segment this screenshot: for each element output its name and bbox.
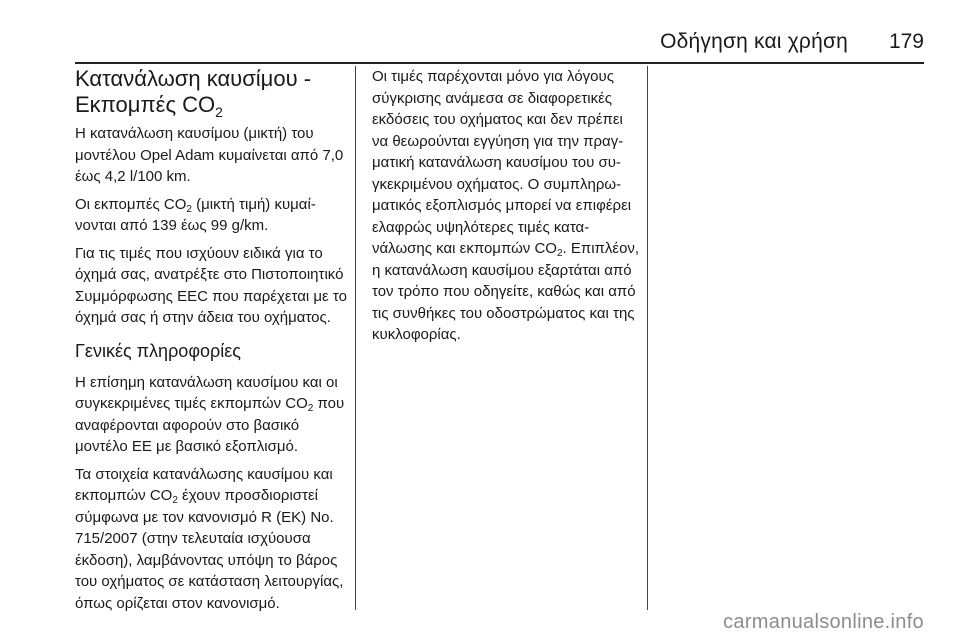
page-number: 179 [888,30,924,53]
column-divider-right [647,66,648,610]
running-header-title: Οδήγηση και χρήση [660,30,848,53]
column-1 [75,66,349,620]
column-divider-left [355,66,356,610]
column-2 [372,66,640,352]
section-heading-line2: Εκπομπές CO [75,92,216,117]
section-heading [75,66,349,118]
paragraph-consumption-range: Η κατανάλωση καυσίμου (μικτή) του μοντέλου Opel Adam κυμαίνεται από 7,0 έως 4,2 l/100 km. [75,125,344,185]
paragraph-comparison-disclaimer: Οι τιμές παρέχονται μόνο για λόγους σύγκρισης ανάμεσα σε διαφορετικές εκδόσεις του οχήματος και δεν πρέπει να θεωρούνται εγγύηση για την πραγματική κατανάλωση καυσίμου του συγκεκριμένου οχήματος. Ο συμπληρωματικός εξοπλισμός μπορεί να επιφέρει ελαφρώς υψηλότερες τιμές κατανάλωσης και εκπομπών $CO_2$. Επιπλέον, η κατανάλωση καυσίμου εξαρτάται από τον τρόπο που οδηγείτε, καθώς και από τις συνθήκες του οδοστρώματος και της κυκλοφορίας. [372,68,640,343]
header-rule [75,62,924,64]
subheading-general-info: Γενικές πληροφορίες [75,340,241,361]
section-heading-line1: Κατανάλωση καυσίμου - [75,66,312,91]
heading-subscript: 2 [215,104,223,120]
paragraph-certificate-reference: Για τις τιμές που ισχύουν ειδικά για το όχημά σας, ανατρέξτε στο Πιστοποιητικό Συμμόρφωσης ΕΕC που παρέχεται με το όχημά σας ή στην άδεια του οχήματος. [75,244,347,326]
paragraph-regulation: Τα στοιχεία κατανάλωσης καυσίμου και εκπομπών $CO_2$ έχουν προσδιοριστεί σύμφωνα με τον κανονισμό R (ΕΚ) No. 715/2007 (στην τελευταία ισχύουσα έκδοση), λαμβάνοντας υπόψη το βάρος του οχήματος σε κατάσταση λειτουργίας, όπως ορίζεται στον κανονισμό. [75,465,344,612]
site-watermark: carmanualsonline.info [723,611,924,633]
paragraph-official-consumption: Η επίσημη κατανάλωση καυσίμου και οι συγκεκριμένες τιμές εκπομπών $CO_2$ που αναφέρονται αφορούν στο βασικό μοντέλο ΕΕ με βασικό εξοπλισμό. [75,373,345,455]
paragraph-emissions-range: Οι εκπομπές $CO_2$ (μικτή τιμή) κυμαίνονται από 139 έως 99 g/km. [75,195,316,234]
